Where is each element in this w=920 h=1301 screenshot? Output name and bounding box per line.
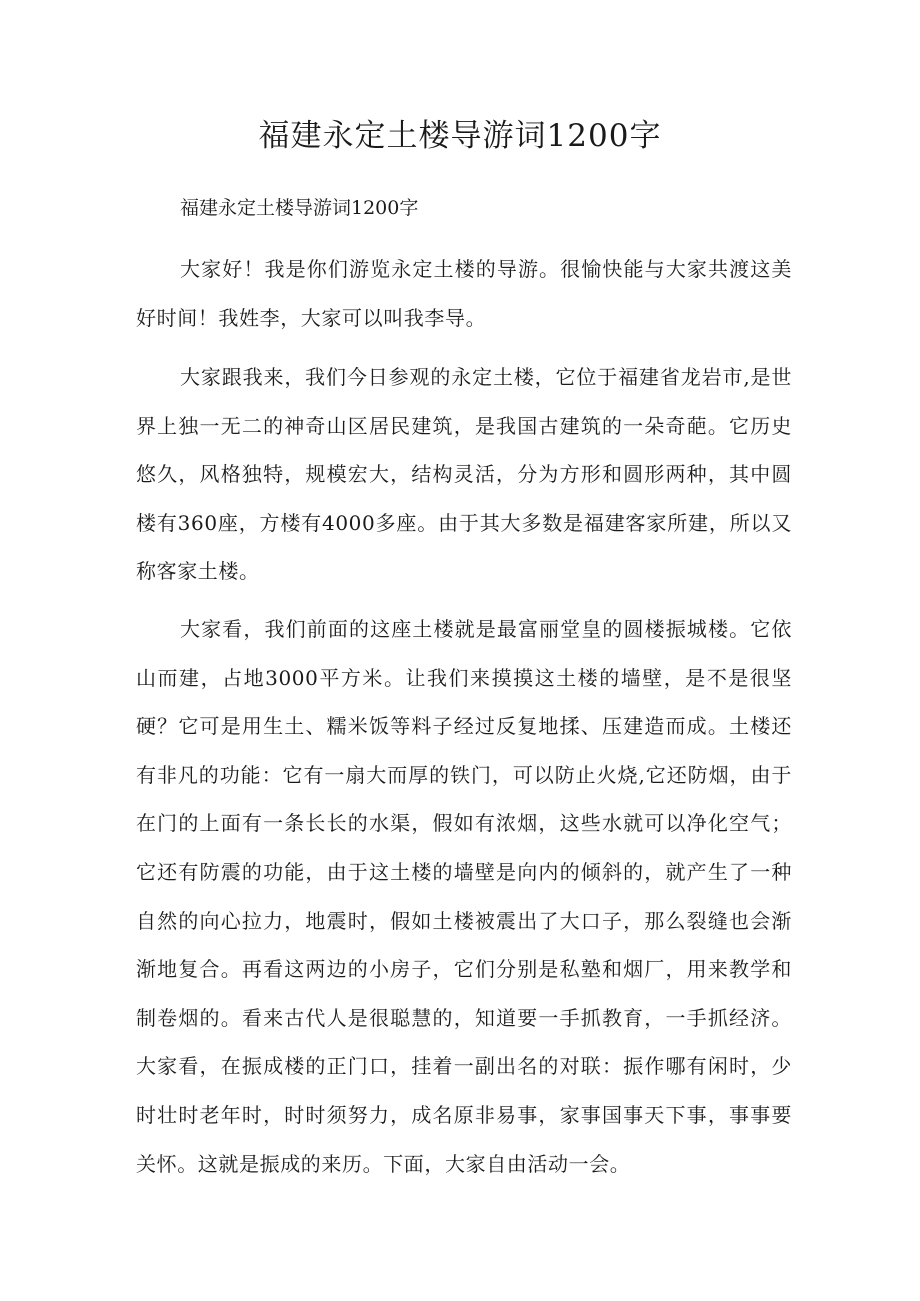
paragraph-introduction: 大家跟我来，我们今日参观的永定土楼，它位于福建省龙岩市,是世界上独一无二的神奇山区居民建筑，是我国古建筑的一朵奇葩。它历史悠久，风格独特，规模宏大，结构灵活，分为方形和圆形两种，其中圆楼有360座，方楼有4000多座。由于其大多数是福建客家所建，所以又称客家土楼。 bbox=[136, 365, 792, 584]
document-subtitle: 福建永定土楼导游词1200字 bbox=[180, 197, 419, 219]
paragraph-greeting: 大家好！我是你们游览永定土楼的导游。很愉快能与大家共渡这美好时间！我姓李，大家可以叫我李导。 bbox=[136, 257, 792, 330]
document-title: 福建永定土楼导游词1200字 bbox=[258, 118, 662, 154]
paragraph-zhencheng-building: 大家看，我们前面的这座土楼就是最富丽堂皇的圆楼振城楼。它依山而建，占地3000平方米。让我们来摸摸这土楼的墙壁，是不是很坚硬？它可是用生土、糯米饭等料子经过反复地揉、压建造而成。土楼还有非凡的功能：它有一扇大而厚的铁门，可以防止火烧,它还防烟，由于在门的上面有一条长长的水渠，假如有浓烟，这些水就可以净化空气；它还有防震的功能，由于这土楼的墙壁是向内的倾斜的，就产生了一种自然的向心拉力，地震时，假如土楼被震出了大口子，那么裂缝也会渐渐地复合。再看这两边的小房子，它们分别是私塾和烟厂，用来教学和制卷烟的。看来古代人是很聪慧的，知道要一手抓教育，一手抓经济。大家看，在振成楼的正门口，挂着一副出名的对联：振作哪有闲时，少时壮时老年时，时时须努力，成名原非易事，家事国事天下事，事事要关怀。这就是振成的来历。下面，大家自由活动一会。 bbox=[136, 617, 792, 1176]
